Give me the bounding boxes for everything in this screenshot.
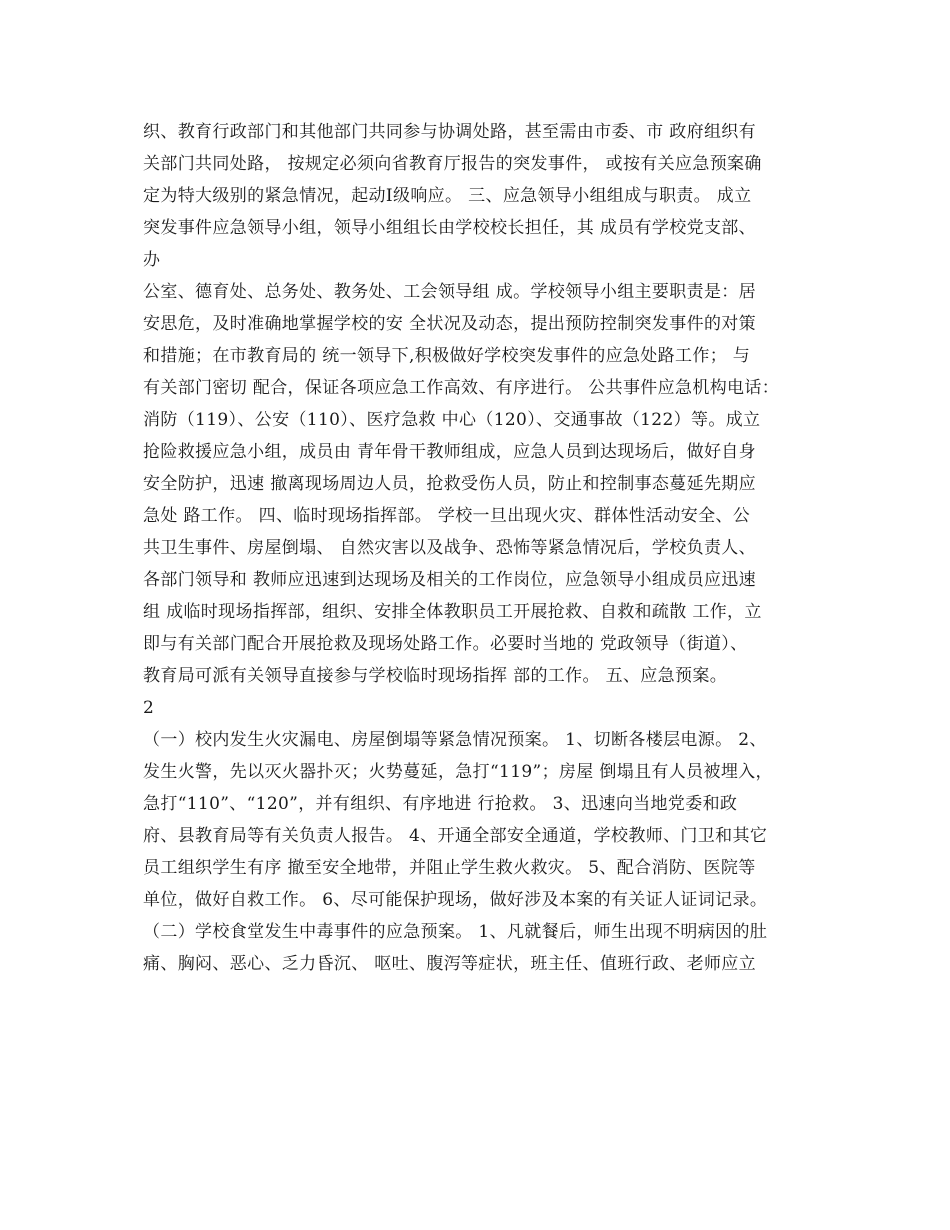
text-line: 急处 路工作。 四、临时现场指挥部。 学校一旦出现火灾、群体性活动安全、公	[143, 506, 751, 526]
page-number: 2	[143, 698, 154, 718]
text-line: 发生火警，先以灭火器扑灭；火势蔓延，急打“119”；房屋 倒塌且有人员被埋入，	[143, 762, 773, 782]
text-line: 办	[143, 250, 161, 270]
text-line: 织、教育行政部门和其他部门共同参与协调处路，甚至需由市委、市 政府组织有	[143, 122, 757, 142]
text-line: 公室、德育处、总务处、教务处、工会领导组 成。学校领导小组主要职责是：居	[143, 282, 757, 302]
text-line: 急打“110”、“120”，并有组织、有序地进 行抢救。 3、迅速向当地党委和政	[143, 794, 738, 814]
text-line: 组 成临时现场指挥部，组织、安排全体教职员工开展抢救、自救和疏散 工作，立	[143, 602, 762, 622]
text-line: （二）学校食堂发生中毒事件的应急预案。 1、凡就餐后，师生出现不明病因的肚	[143, 922, 768, 942]
text-line: 安全防护，迅速 撤离现场周边人员，抢救受伤人员，防止和控制事态蔓延先期应	[143, 474, 757, 494]
text-line: 关部门共同处路， 按规定必须向省教育厅报告的突发事件， 或按有关应急预案确	[143, 154, 762, 174]
text-line: 共卫生事件、房屋倒塌、 自然灾害以及战争、恐怖等紧急情况后，学校负责人、	[143, 538, 757, 558]
text-line: 员工组织学生有序 撤至安全地带，并阻止学生救火救灾。 5、配合消防、医院等	[143, 858, 756, 878]
text-line: 府、县教育局等有关负责人报告。 4、开通全部安全通道，学校教师、门卫和其它	[143, 826, 768, 846]
text-line: 安思危，及时准确地掌握学校的安 全状况及动态，提出预防控制突发事件的对策	[143, 314, 757, 334]
text-line: 和措施；在市教育局的 统一领导下,积极做好学校突发事件的应急处路工作； 与	[143, 346, 751, 366]
text-line: 即与有关部门配合开展抢救及现场处路工作。必要时当地的 党政领导（街道）、	[143, 634, 748, 654]
text-line: 突发事件应急领导小组，领导小组组长由学校校长担任，其 成员有学校党支部、	[143, 218, 757, 238]
text-line: 各部门领导和 教师应迅速到达现场及相关的工作岗位，应急领导小组成员应迅速	[143, 570, 757, 590]
text-line: 痛、胸闷、恶心、乏力昏沉、 呕吐、腹泻等症状，班主任、值班行政、老师应立	[143, 954, 757, 974]
text-line: （一）校内发生火灾漏电、房屋倒塌等紧急情况预案。 1、切断各楼层电源。 2、	[143, 730, 767, 750]
text-line: 定为特大级别的紧急情况，起动Ⅰ级响应。 三、应急领导小组组成与职责。 成立	[143, 186, 752, 206]
text-line: 单位，做好自救工作。 6、尽可能保护现场，做好涉及本案的有关证人证词记录。	[143, 890, 768, 910]
text-line: 教育局可派有关领导直接参与学校临时现场指挥 部的工作。 五、应急预案。	[143, 666, 728, 686]
text-line: 有关部门密切 配合，保证各项应急工作高效、有序进行。 公共事件应急机构电话：	[143, 378, 780, 398]
body-text	[143, 116, 823, 980]
text-line: 抢险救援应急小组，成员由 青年骨干教师组成，应急人员到达现场后，做好自身	[143, 442, 757, 462]
text-line: 消防（119）、公安（110）、医疗急救 中心（120）、交通事故（122）等。成立	[143, 410, 761, 430]
